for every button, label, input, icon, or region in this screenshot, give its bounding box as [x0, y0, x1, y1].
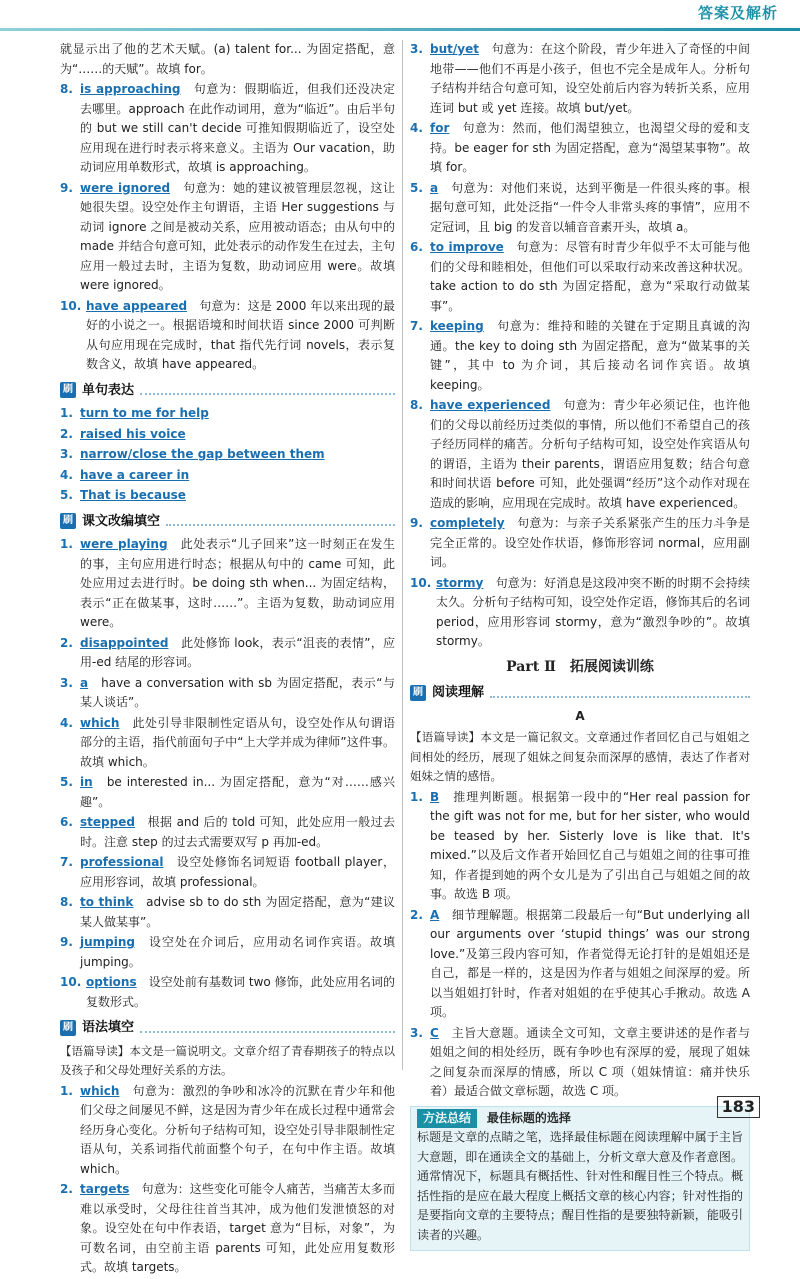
- left-column: [60, 40, 395, 1279]
- explanation-text: 句意为：在这个阶段，青少年进入了奇怪的中间地带——他们不再是小孩子，但也不完全是成年人。分析句子结构并结合句意可知，设空处前后内容为转折关系，应用连词 but 或 yet 连接。故填 but/yet。: [430, 42, 750, 115]
- answer-item: [60, 535, 395, 633]
- explanation-text: 设空处前有基数词 two 修饰，此处应用名词的复数形式。: [86, 975, 395, 1009]
- answer-item: [60, 179, 395, 296]
- item-number: 9.: [60, 180, 73, 195]
- answer-item: [410, 1024, 750, 1102]
- answer-item: [60, 853, 395, 892]
- section-header-single-sentence: [60, 381, 395, 401]
- item-number: 5.: [60, 775, 73, 789]
- answer-key: a: [430, 180, 439, 195]
- part-title: Part Ⅱ 拓展阅读训练: [506, 658, 654, 675]
- section-header-reading: [410, 683, 750, 703]
- answer-item: [60, 80, 395, 178]
- item-number: 9.: [60, 935, 73, 949]
- passage-letter: A: [575, 708, 585, 723]
- item-number: 10.: [60, 975, 82, 989]
- answer-item: [410, 574, 750, 652]
- dotted-rule: [140, 1023, 395, 1033]
- answer-item: [410, 238, 750, 316]
- answer-key: have experienced: [430, 398, 551, 412]
- answer-key: but/yet: [430, 42, 479, 56]
- brush-icon: 刷: [410, 685, 426, 701]
- answer-key: professional: [80, 855, 164, 869]
- explanation-text: 句意为：假期临近，但我们还没决定去哪里。approach 在此作动词用，意为“临近”。由后半句的 but we still can't decide 可推知假期临近了，设空处应用现在进行时表示将来意义。主语为 Our vacation，助动词应用单数形式，故填 is approaching。: [80, 82, 395, 174]
- explanation-text: 推理判断题。根据第一段中的“Her real passion for the gift was not for me, but for her sister, who would be teased by her. Sisterly love is like that. It's mixed.”以及后文作者开始回忆自己与姐姐之间的往事可推知，作者提到她的两个女儿是为了引出自己与姐姐之间的故事。故选 B 项。: [430, 789, 750, 901]
- answer-item: [60, 674, 395, 713]
- answer-item: [60, 973, 395, 1012]
- explanation-text: 细节理解题。根据第二段最后一句“But underlying all our arguments over ‘stupid things’ was our strong love.”及第三段内容可知，作者觉得无论打针的是姐姐还是自己，都是一样的，这是因为作者与姐姐之间深厚的爱。所以当姐姐打针时，作者对姐姐的在乎使其心手揪动。故选 A 项。: [430, 907, 750, 1019]
- brush-icon: 刷: [60, 513, 76, 529]
- answer-item: [410, 788, 750, 905]
- answer-key: That is because: [80, 488, 186, 502]
- item-number: 9.: [410, 516, 423, 530]
- explanation-text: 此处表示“儿子回来”这一时刻正在发生的事，主句应用进行时态；根据从句中的 came 可知，此处应用过去进行时。be doing sth when... 为固定结构，表示“正在做某事，这时……”。主语为复数，助动词应用 were。: [80, 537, 395, 629]
- brush-icon: 刷: [60, 382, 76, 398]
- explanation-text: 句意为：青少年必须记住，也许他们的父母以前经历过类似的事情，所以他们不希望自己的孩子经历同样的痛苦。分析句子结构可知，设空处作宾语从句的谓语，主语为 their parents，谓语应用复数；结合句意和时间状语 before 可知，此处强调“经历”这个动作对现在造成的影响，应用现在完成时。故填 have experienced。: [430, 398, 750, 510]
- item-number: 5.: [410, 180, 423, 195]
- item-number: 7.: [60, 855, 73, 869]
- dotted-rule: [140, 385, 395, 395]
- expression-item: [60, 445, 395, 465]
- right-column: [410, 40, 750, 1251]
- item-number: 6.: [410, 240, 423, 254]
- answer-key: is approaching: [80, 82, 181, 96]
- explanation-text: 句意为：激烈的争吵和冰冷的沉默在青少年和他们父母之间屡见不鲜，这是因为青少年在成长过程中通常会经历身心变化。分析句子结构可知，设空处引导非限制性定语从句，关系词指代前面整个句子，在句中作主语。故填 which。: [80, 1083, 395, 1176]
- explanation-text: have a conversation with sb 为固定搭配，表示“与某人谈话”。: [80, 675, 395, 709]
- expression-item: [60, 486, 395, 506]
- item-number: 2.: [60, 635, 73, 650]
- item-number: 4.: [60, 467, 73, 482]
- answer-key: B: [430, 789, 440, 804]
- section-title: 语法填空: [82, 1020, 135, 1035]
- answer-key: C: [430, 1025, 439, 1040]
- item-number: 3.: [60, 675, 73, 690]
- explanation-text: 设空处修饰名词短语 football player，应用形容词，故填 professional。: [80, 855, 395, 889]
- section-header-rewrite: [60, 512, 395, 532]
- section-title: 单句表达: [82, 382, 135, 398]
- item-number: 1.: [60, 537, 73, 551]
- answer-item: [60, 773, 395, 812]
- answer-key: to improve: [430, 240, 504, 254]
- item-number: 2.: [60, 426, 73, 441]
- answer-item: [410, 396, 750, 513]
- answer-key: which: [80, 1083, 120, 1098]
- answer-item: [60, 714, 395, 773]
- item-number: 3.: [60, 447, 73, 461]
- answer-key: which: [80, 715, 120, 730]
- explanation-text: 句意为：维持和睦的关键在于定期且真诚的沟通。the key to doing sth 为固定搭配，意为“做某事的关键”，其中 to 为介词，其后接动名词作宾语。故填 keeping。: [430, 319, 750, 392]
- method-title: 最佳标题的选择: [486, 1110, 571, 1125]
- passage-guide: 【语篇导读】本文是一篇说明文。文章介绍了青春期孩子的特点以及孩子和父母处理好关系的方法。: [60, 1043, 395, 1077]
- answer-key: A: [430, 907, 440, 922]
- answer-key: options: [86, 975, 137, 989]
- item-number: 3.: [410, 42, 423, 56]
- intro-text: 就显示出了他的艺术天赋。(a) talent for... 为固定搭配，意为“……的天赋”。故填 for。: [60, 42, 395, 76]
- answer-key: were ignored: [80, 180, 171, 195]
- answer-item: [60, 634, 395, 673]
- answer-key: were playing: [80, 537, 168, 551]
- explanation-text: 此处引导非限制性定语从句，设空处作从句谓语部分的主语，指代前面句子中“上大学并成为律师”这件事。故填 which。: [80, 715, 395, 769]
- column-divider: [402, 40, 403, 1070]
- expression-item: [60, 425, 395, 445]
- answer-key: have appeared: [86, 298, 188, 313]
- answer-key: keeping: [430, 319, 484, 333]
- item-number: 8.: [60, 82, 73, 96]
- answer-key: narrow/close the gap between them: [80, 447, 325, 461]
- explanation-text: 句意为：好消息是这段冲突不断的时期不会持续太久。分析句子结构可知，设空处作定语，修饰其后的名词 period，应用形容词 stormy，意为“激烈争吵的”。故填 stormy。: [436, 575, 750, 648]
- item-number: 1.: [60, 1083, 73, 1098]
- item-number: 4.: [60, 715, 73, 730]
- dotted-rule: [166, 516, 395, 526]
- page-number: 183: [717, 1096, 760, 1118]
- explanation-text: 此处修饰 look，表示“沮丧的表情”，应用-ed 结尾的形容词。: [80, 635, 395, 669]
- answer-item: [60, 933, 395, 972]
- answer-key: turn to me for help: [80, 406, 209, 420]
- item-number: 4.: [410, 121, 423, 135]
- explanation-text: 句意为：她的建议被管理层忽视，这让她很失望。设空处作主句谓语，主语 Her suggestions 与动词 ignore 之间是被动关系，应用被动语态；由从句中的 made 并结合句意可知，此处表示的动作发生在过去，主句应用一般过去时，主语为复数，助动词应用 were。故填 were ignored。: [80, 180, 395, 292]
- explanation-text: advise sb to do sth 为固定搭配，意为“建议某人做某事”。: [80, 895, 395, 929]
- answer-item: [410, 906, 750, 1023]
- answer-item: [60, 813, 395, 852]
- item-number: 1.: [60, 406, 73, 420]
- reading-list: [410, 788, 750, 1102]
- method-label: 方法总结: [417, 1109, 477, 1129]
- method-text: 标题是文章的点睛之笔，选择最佳标题在阅读理解中属于主旨大意题，即在通读全文的基础上，分析文章大意及作者意图。通常情况下，标题具有概括性、针对性和醒目性三个特点。概括性指的是应在最大程度上概括文章的核心内容；针对性指的是要指向文章的主要特点；醒目性指的是要独特新颖，能吸引读者的兴趣。: [417, 1130, 743, 1242]
- answer-item: [410, 119, 750, 178]
- answer-key: have a career in: [80, 467, 190, 482]
- answer-item: [60, 1180, 395, 1278]
- page-header-title: 答案及解析: [697, 4, 778, 22]
- answer-item: [60, 297, 395, 375]
- answer-key: for: [430, 121, 450, 135]
- answer-key: a: [80, 675, 89, 690]
- answer-item: [60, 893, 395, 932]
- brush-icon: 刷: [60, 1020, 76, 1036]
- section-header-grammar: [60, 1018, 395, 1038]
- item-number: 10.: [410, 575, 432, 590]
- section-title: 阅读理解: [432, 685, 485, 700]
- answer-list-top: [60, 80, 395, 375]
- answer-key: stormy: [436, 575, 484, 590]
- expression-list: [60, 404, 395, 506]
- answer-key: to think: [80, 895, 134, 909]
- answer-item: [410, 317, 750, 395]
- item-number: 2.: [60, 1182, 73, 1196]
- explanation-text: 句意为：这是 2000 年以来出现的最好的小说之一。根据语境和时间状语 since 2000 可判断从句应用现在完成时，that 指代先行词 novels，表示复数含义，故填 have appeared。: [86, 298, 395, 371]
- explanation-text: 设空处在介词后，应用动名词作宾语。故填 jumping。: [80, 935, 395, 969]
- grammar-list-left: [60, 1082, 395, 1278]
- answer-item: [410, 40, 750, 118]
- answer-key: disappointed: [80, 635, 169, 650]
- item-number: 10.: [60, 298, 82, 313]
- answer-key: stepped: [80, 815, 135, 829]
- item-number: 8.: [410, 398, 423, 412]
- rewrite-list: [60, 535, 395, 1012]
- explanation-text: 句意为：尽管有时青少年似乎不太可能与他们的父母和睦相处，但他们可以采取行动来改善这种状况。take action to do sth 为固定搭配，意为“采取行动做某事”。: [430, 240, 750, 313]
- answer-key: targets: [80, 1182, 130, 1196]
- dotted-rule: [490, 688, 750, 698]
- answer-item: [410, 179, 750, 238]
- explanation-text: 根据 and 后的 told 可知，此处应用一般过去时。注意 step 的过去式需要双写 p 再加-ed。: [80, 815, 395, 849]
- item-number: 7.: [410, 319, 423, 333]
- explanation-text: 句意为：这些变化可能令人痛苦，当痛苦太多而难以承受时，父母往往首当其冲，成为他们发泄愤怒的对象。设空处在句中作表语，target 意为“目标，对象”，为可数名词，由空前主语 parents 可知，此处应用复数形式。故填 targets。: [80, 1182, 395, 1274]
- header-rule: [0, 28, 800, 31]
- explanation-text: 句意为：与亲子关系紧张产生的压力斗争是完全正常的。设空处作状语，修饰形容词 normal，应用副词。: [430, 516, 750, 569]
- explanation-text: 主旨大意题。通读全文可知，文章主要讲述的是作者与姐姐之间的相处经历，既有争吵也有深厚的爱，展现了姐妹之间复杂而深厚的情感，所以 C 项（姐妹情谊：痛并快乐着）最适合做文章标题，故选 C 项。: [430, 1025, 750, 1098]
- explanation-text: 句意为：然而，他们渴望独立，也渴望父母的爱和支持。be eager for sth 为固定搭配，意为“渴望某事物”。故填 for。: [430, 121, 750, 174]
- passage-guide: 【语篇导读】本文是一篇记叙文。文章通过作者回忆自己与姐姐之间相处的经历，展现了姐妹之间复杂而深厚的感情，表达了作者对姐妹之情的感悟。: [410, 730, 750, 783]
- expression-item: [60, 404, 395, 424]
- item-number: 2.: [410, 907, 423, 922]
- answer-key: completely: [430, 516, 505, 530]
- item-number: 8.: [60, 895, 73, 909]
- item-number: 3.: [410, 1025, 423, 1040]
- answer-key: in: [80, 775, 93, 789]
- method-summary-box: [410, 1106, 750, 1252]
- explanation-text: 句意为：对他们来说，达到平衡是一件很头疼的事。根据句意可知，此处泛指“一件令人非常头疼的事情”，应用不定冠词，且 big 的发音以辅音音素开头，故填 a。: [430, 180, 750, 234]
- answer-item: [410, 514, 750, 573]
- item-number: 5.: [60, 488, 73, 502]
- explanation-text: be interested in... 为固定搭配，意为“对……感兴趣”。: [80, 775, 395, 809]
- grammar-list-right: [410, 40, 750, 652]
- item-number: 6.: [60, 815, 73, 829]
- section-title: 课文改编填空: [82, 513, 161, 529]
- answer-item: [60, 1082, 395, 1180]
- answer-key: jumping: [80, 935, 135, 949]
- expression-item: [60, 466, 395, 486]
- answer-key: raised his voice: [80, 426, 186, 441]
- item-number: 1.: [410, 789, 423, 804]
